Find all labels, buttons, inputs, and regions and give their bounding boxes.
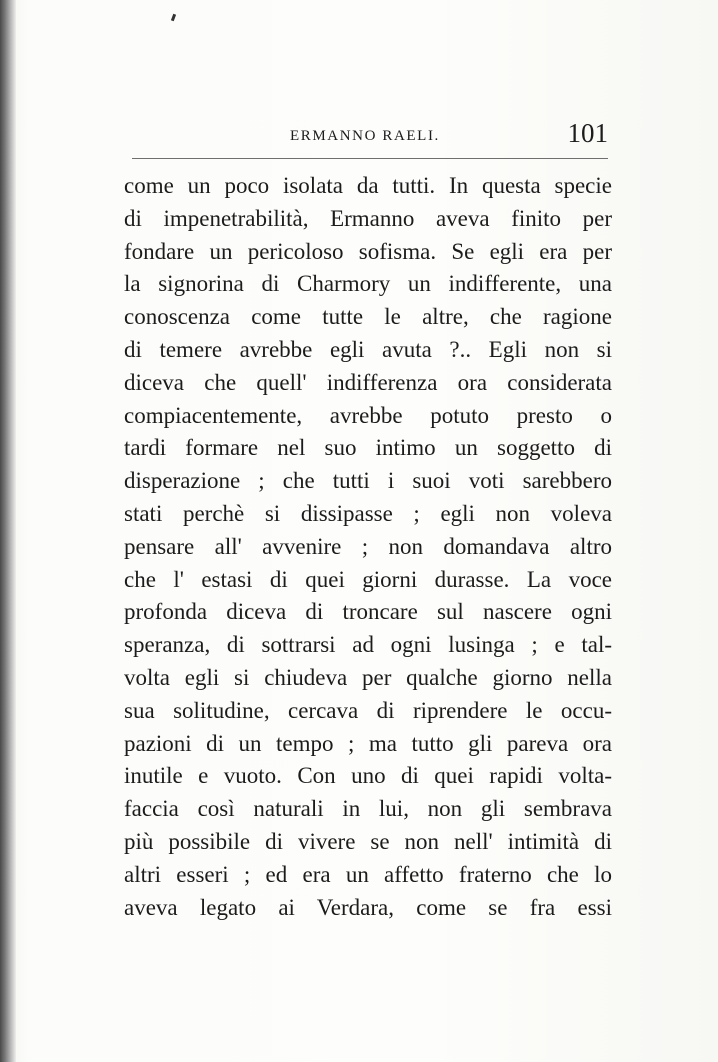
text-line: diceva che quell' indifferenza ora considerata (124, 369, 612, 395)
ink-speck (171, 14, 176, 22)
page-binding-edge (0, 0, 16, 1062)
text-line: faccia così naturali in lui, non gli sembrava (124, 796, 612, 822)
text-line: più possibile di vivere se non nell' intimità di (124, 828, 612, 854)
text-line: di impenetrabilità, Ermanno aveva finito per (124, 205, 612, 231)
text-line: stati perchè si dissipasse ; egli non voleva (124, 500, 612, 526)
body-text (124, 170, 612, 924)
text-line: di temere avrebbe egli avuta ?.. Egli non si (124, 336, 612, 362)
text-line: conoscenza come tutte le altre, che ragione (124, 304, 612, 330)
text-line: la signorina di Charmory un indifferente, una (124, 271, 612, 297)
text-line: speranza, di sottrarsi ad ogni lusinga ; e tal- (124, 632, 612, 658)
text-line: disperazione ; che tutti i suoi voti sarebbero (124, 468, 612, 494)
running-head (132, 118, 612, 154)
text-line: come un poco isolata da tutti. In questa specie (124, 173, 612, 198)
text-line: sua solitudine, cercava di riprendere le occu- (124, 697, 612, 723)
text-line: fondare un pericoloso sofisma. Se egli era per (124, 238, 612, 264)
header-rule (132, 158, 608, 159)
text-line: volta egli si chiudeva per qualche giorno nella (124, 664, 612, 690)
text-line: pensare all' avvenire ; non domandava altro (124, 533, 612, 559)
text-line: compiacentemente, avrebbe potuto presto o (124, 402, 612, 428)
text-line: tardi formare nel suo intimo un soggetto di (124, 435, 612, 461)
running-title: ERMANNO RAELI. (290, 128, 440, 144)
text-line: pazioni di un tempo ; ma tutto gli pareva ora (124, 730, 612, 756)
text-line: profonda diceva di troncare sul nascere ogni (124, 599, 612, 625)
text-line: aveva legato ai Verdara, come se fra essi (124, 894, 612, 920)
text-line: inutile e vuoto. Con uno di quei rapidi volta- (124, 763, 612, 789)
page-number: 101 (567, 118, 608, 148)
text-line: che l' estasi di quei giorni durasse. La voce (124, 566, 612, 592)
text-line: altri esseri ; ed era un affetto fraterno che lo (124, 861, 612, 887)
